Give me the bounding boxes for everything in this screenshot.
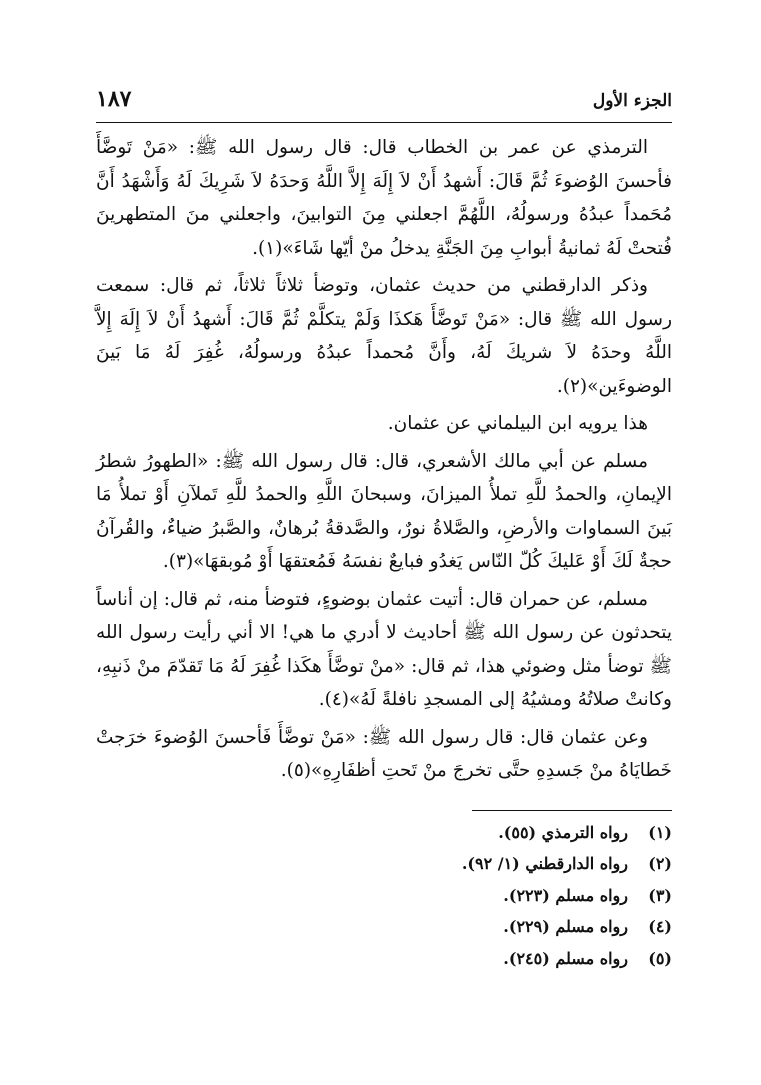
footnote-number: (٢) <box>648 854 672 873</box>
footnote <box>96 817 672 849</box>
footnote <box>96 880 672 912</box>
paragraph: وذكر الدارقطني من حديث عثمان، وتوضأ ثلاثاً ثلاثاً، ثم قال: سمعت رسول الله ﷺ قال: «مَنْ تَوضَّأَ هَكذَا وَلَمْ يتكلَّمْ ثُمَّ قَالَ: أَشهدُ أَنْ لاَ إِلَهَ إِلاَّ اللَّهُ وحدَهُ لاَ شريكَ لَهُ، وأَنَّ مُحمداً عبدُهُ ورسولُهُ، غُفِرَ لَهُ مَا بَينَ الوضوءَين»(٢). <box>96 275 672 397</box>
book-page <box>96 86 672 974</box>
paragraph: هذا يرويه ابن البيلماني عن عثمان. <box>387 413 648 434</box>
footnotes <box>96 817 672 975</box>
page-number: ١٨٧ <box>96 86 132 112</box>
paragraph: وعن عثمان قال: قال رسول الله ﷺ: «مَنْ توضَّأَ فَأحسنَ الوُضوءَ خرَجتْ خَطايَاهُ منْ جَسدِهِ حتَّى تخرجَ منْ تَحتِ أظفَارِهِ»(٥). <box>96 726 672 781</box>
footnote-rule <box>472 810 672 811</box>
footnote-text: رواه مسلم (٢٢٣). <box>503 885 628 905</box>
footnote-number: (٤) <box>648 917 672 936</box>
paragraph: مسلم عن أبي مالك الأشعري، قال: قال رسول الله ﷺ: «الطهورُ شطرُ الإيمانِ، والحمدُ للَّهِ تملأُ الميزانَ، وسبحانَ اللَّهِ والحمدُ للَّهِ تَملآنِ أَوْ تملأُ مَا بَينَ السماوات والأرضِ، والصَّلاةُ نورٌ، والصَّدقةُ بُرهانٌ، والصَّبرُ ضياءٌ، والقُرآنُ حجةٌ لَكَ أَوْ عَليكَ كُلّ النّاس يَغدُو فبايعٌ نفسَهُ فَمُعتقهَا أَوْ مُوبقهَا»(٣). <box>96 450 672 572</box>
running-title: الجزء الأول <box>592 91 672 111</box>
footnote <box>96 943 672 975</box>
footnote-number: (٥) <box>648 948 672 968</box>
paragraph: الترمذي عن عمر بن الخطاب قال: قال رسول الله ﷺ: «مَنْ تَوضَّأَ فأحسنَ الوُضوءَ ثُمَّ قَالَ: أَشهدُ أَنْ لاَ إِلَهَ إِلاَّ اللَّهُ وَحدَهُ لاَ شَرِيكَ لَهُ وَأَشْهَدُ أَنَّ مُحَمداً عبدُهُ ورسولُهُ، اللَّهُمَّ اجعلني مِنَ التوابينَ، واجعلني منَ المتطهرينَ فُتحتْ لَهُ ثمانيةُ أبوابِ مِنَ الجَنَّةِ يدخلُ منْ أيّها شَاءَ»(١). <box>96 137 672 259</box>
footnote-number: (١) <box>648 822 672 842</box>
paragraph: مسلم، عن حمران قال: أتيت عثمان بوضوءٍ، فتوضأ منه، ثم قال: إن أناساً يتحدثون عن رسول الله ﷺ أحاديث لا أدري ما هي! الا أني رأيت رسول الله ﷺ توضأ مثل وضوئي هذا، ثم قال: «منْ توضَّأَ هكَذا غُفِرَ لَهُ مَا تَقدّمَ منْ ذَنبِهِ، وكانتْ صلاتُهُ ومشيُهُ إلى المسجدِ نافلةً لَهُ»(٤). <box>96 588 672 710</box>
page-body <box>96 131 672 788</box>
footnote-text: رواه الترمذي (٥٥). <box>498 822 628 842</box>
footnote <box>96 911 672 943</box>
footnote <box>96 848 672 880</box>
footnote-number: (٣) <box>648 885 672 905</box>
header-rule <box>96 122 672 123</box>
footnote-text: رواه الدارقطني (١/ ٩٢). <box>461 854 628 873</box>
page-header <box>96 86 672 120</box>
footnote-text: رواه مسلم (٢٢٩). <box>503 917 628 936</box>
footnote-text: رواه مسلم (٢٤٥). <box>503 948 628 968</box>
